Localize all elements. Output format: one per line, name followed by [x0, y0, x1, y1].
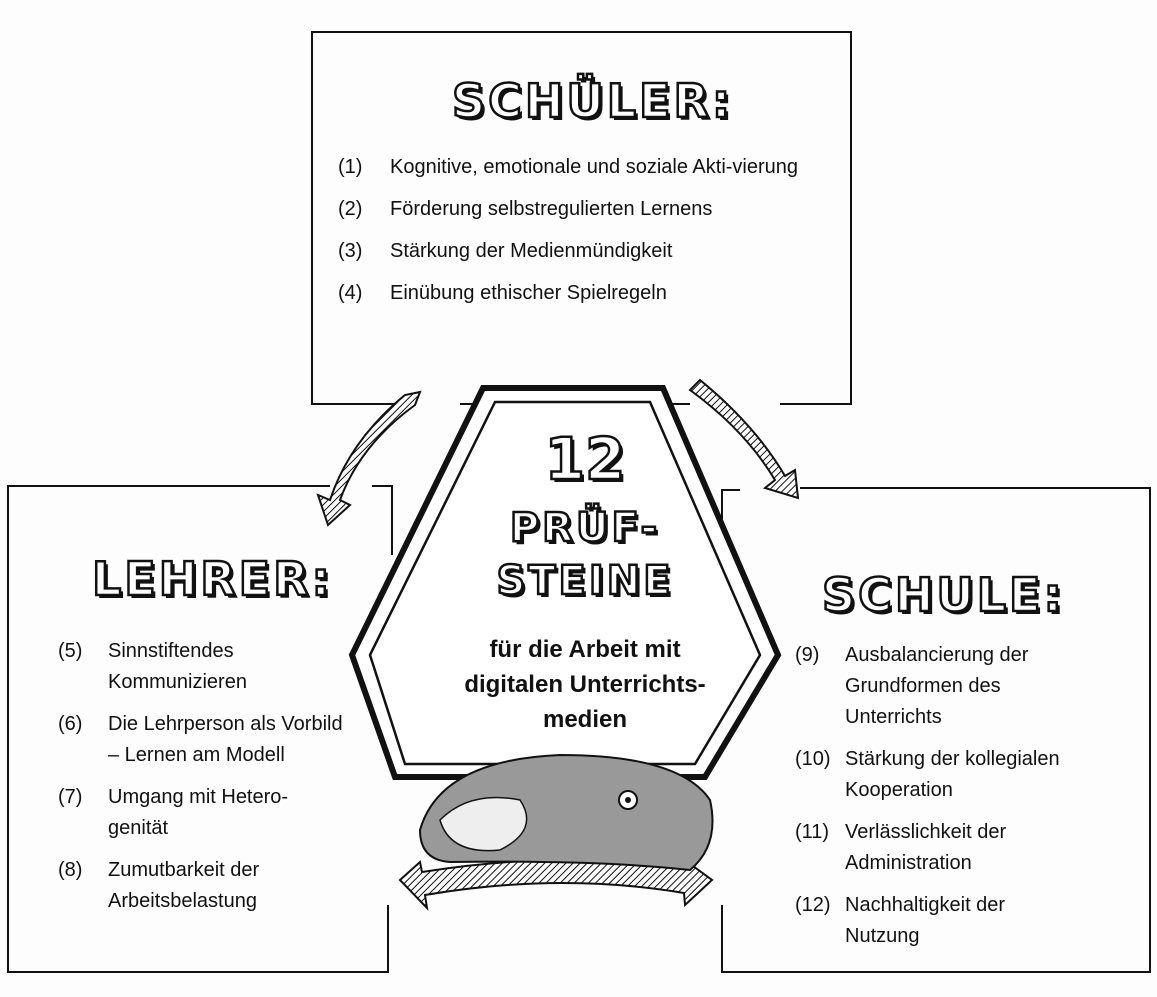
center-title-line2: STEINE [496, 558, 674, 604]
item-text: Ausbalancierung der Grundformen des Unterrichts [845, 644, 1029, 728]
center-number: 12 [544, 425, 626, 493]
item-number: (8) [58, 859, 83, 881]
item-text: Die Lehrperson als Vorbild – Lernen am Modell [108, 713, 343, 766]
subtitle-line3: medien [542, 706, 628, 733]
lehrer-title: LEHRER: [92, 552, 333, 606]
list-item [338, 278, 838, 309]
item-number: (6) [58, 713, 83, 735]
item-text: Förderung selbstregulierten Lernens [390, 198, 713, 220]
item-number: (5) [58, 640, 83, 662]
list-item [58, 782, 348, 844]
list-item [338, 152, 838, 183]
list-item [795, 890, 1085, 952]
item-text: Sinnstiftendes Kommunizieren [108, 640, 247, 693]
item-text: Verlässlichkeit der Administration [845, 821, 1007, 874]
lehrer-list [58, 636, 348, 928]
list-item [58, 636, 348, 698]
item-number: (12) [795, 894, 831, 916]
list-item [58, 855, 348, 917]
item-text: Zumutbarkeit der Arbeitsbelastung [108, 859, 260, 912]
list-item [795, 744, 1085, 806]
list-item [795, 817, 1085, 879]
item-text: Umgang mit Hetero-genität [108, 786, 289, 839]
item-number: (1) [338, 156, 363, 178]
item-number: (7) [58, 786, 83, 808]
list-item [795, 640, 1085, 733]
list-item [338, 236, 838, 267]
schueler-list [338, 152, 838, 320]
item-number: (11) [795, 821, 830, 843]
item-text: Kognitive, emotionale und soziale Akti-vierung [390, 156, 799, 178]
item-text: Einübung ethischer Spielregeln [390, 282, 667, 304]
item-number: (2) [338, 198, 363, 220]
arrow-schueler-lehrer [318, 392, 420, 525]
subtitle-line2: digitalen Unterrichts- [464, 671, 706, 698]
subtitle-line1: für die Arbeit mit [489, 636, 681, 663]
list-item [58, 709, 348, 771]
item-number: (3) [338, 240, 363, 262]
center-title-line1: PRÜF- [509, 505, 661, 551]
item-number: (4) [338, 282, 363, 304]
schueler-title: SCHÜLER: [452, 74, 734, 128]
item-text: Nachhaltigkeit der Nutzung [845, 894, 1006, 947]
item-number: (9) [795, 644, 820, 666]
item-number: (10) [795, 748, 831, 770]
list-item [338, 194, 838, 225]
schule-title: SCHULE: [822, 568, 1065, 622]
center-subtitle [420, 632, 750, 737]
item-text: Stärkung der kollegialen Kooperation [845, 748, 1060, 801]
item-text: Stärkung der Medienmündigkeit [390, 240, 673, 262]
schule-list [795, 640, 1085, 963]
